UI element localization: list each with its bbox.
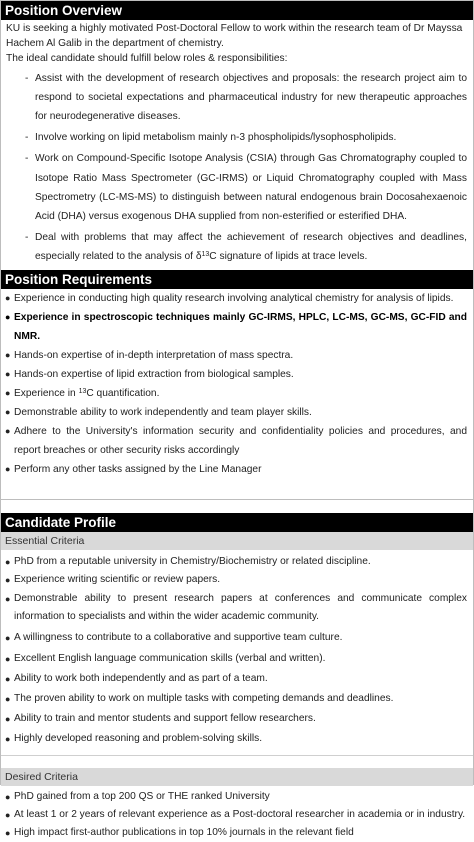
list-item: ● The proven ability to work on multiple tasks with competing demands and deadlines. — [1, 690, 473, 708]
dash-marker: - — [25, 72, 29, 84]
list-item: ● At least 1 or 2 years of relevant experience as a Post-doctoral researcher in academia or in industry. — [1, 806, 473, 824]
bullet-marker: ● — [5, 734, 11, 745]
bullet-marker: ● — [5, 349, 11, 360]
bullet-marker: ● — [5, 593, 11, 604]
list-item: ● Experience writing scientific or review papers. — [1, 571, 473, 589]
essential-criteria-label: Essential Criteria — [1, 532, 473, 550]
overview-item: - Involve working on lipid metabolism mainly n-3 phospholipids/lysophospholipids. — [1, 128, 473, 147]
requirements-list — [1, 289, 473, 479]
list-item: ● Hands-on expertise of in-depth interpretation of mass spectra. — [1, 346, 473, 365]
dash-marker: - — [25, 232, 29, 244]
position-overview-header: Position Overview — [1, 1, 473, 20]
position-requirements-header: Position Requirements — [1, 270, 473, 289]
bullet-marker: ● — [5, 311, 11, 322]
bullet-marker: ● — [5, 673, 11, 684]
list-item: ● Demonstrable ability to present research papers at conferences and communicate complex information to specialists and within the wider academic community. — [1, 590, 473, 626]
divider — [1, 755, 473, 756]
bullet-marker: ● — [5, 574, 11, 585]
bullet-marker: ● — [5, 463, 11, 474]
bullet-marker: ● — [5, 791, 11, 802]
list-item: ● Hands-on expertise of lipid extraction from biological samples. — [1, 365, 473, 384]
list-item: ● PhD from a reputable university in Chemistry/Biochemistry or related discipline. — [1, 553, 473, 571]
bullet-marker: ● — [5, 368, 11, 379]
bullet-marker: ● — [5, 653, 11, 664]
section-gap — [1, 479, 473, 500]
bullet-marker: ● — [5, 693, 11, 704]
bullet-marker: ● — [5, 809, 11, 820]
list-item: ● Demonstrable ability to work independently and team player skills. — [1, 403, 473, 422]
candidate-profile-header: Candidate Profile — [1, 513, 473, 532]
list-item: ● A willingness to contribute to a collaborative and supportive team culture. — [1, 629, 473, 647]
bullet-marker: ● — [5, 827, 11, 838]
overview-item: - Deal with problems that may affect the achievement of research objectives and deadlines, especially related to the analysis of $\delta^{13}C$ signature of lipids at trace levels. — [1, 228, 473, 266]
list-item: ● Experience in $^{13}$C quantification. — [1, 384, 473, 403]
list-item: ● High impact first-author publications in top 10% journals in the relevant field — [1, 824, 473, 842]
list-item: ● Perform any other tasks assigned by the Line Manager — [1, 460, 473, 479]
essential-criteria-list — [1, 553, 473, 749]
overview-roles-intro: The ideal candidate should fulfill below roles & responsibilities: — [6, 53, 288, 64]
bullet-marker: ● — [5, 714, 11, 725]
bullet-marker: ● — [5, 556, 11, 567]
list-item: ● Experience in conducting high quality research involving analytical chemistry for analysis of lipids. — [1, 289, 473, 308]
bullet-marker: ● — [5, 292, 11, 303]
overview-intro: KU is seeking a highly motivated Post-Doctoral Fellow to work within the research team of Dr Mayssa Hachem Al Galib in the department of chemistry. — [6, 23, 463, 49]
overview-item: - Assist with the development of research objectives and proposals: the research project aim to respond to societal expectations and pharmaceutical industry for new therapeutic approaches for neurodegenerative diseases. — [1, 69, 473, 127]
list-item: ● Excellent English language communication skills (verbal and written). — [1, 650, 473, 668]
list-item: ● Ability to work both independently and as part of a team. — [1, 670, 473, 688]
bullet-marker: ● — [5, 633, 11, 644]
dash-marker: - — [25, 132, 29, 144]
bullet-marker: ● — [5, 406, 11, 417]
bullet-marker: ● — [5, 387, 11, 398]
dash-marker: - — [25, 153, 29, 165]
overview-item: - Work on Compound-Specific Isotope Analysis (CSIA) through Gas Chromatography coupled to Isotope Ratio Mass Spectrometer (GC-IRMS) or Liquid Chromatography coupled with Mass Spectrometry (LC-MS-MS) to distinguish between natural endogenous brain Docosahexaenoic Acid (DHA) versus exogenous DHA supplied from non-esterified or esterified DHA. — [1, 149, 473, 226]
list-item: ● PhD gained from a top 200 QS or THE ranked University — [1, 788, 473, 806]
desired-criteria-list — [1, 788, 473, 842]
list-item: ● Highly developed reasoning and problem-solving skills. — [1, 730, 473, 748]
list-item: ● Ability to train and mentor students and support fellow researchers. — [1, 710, 473, 728]
desired-criteria-label: Desired Criteria — [1, 768, 473, 786]
list-item: ● Adhere to the University's information security and confidentiality policies and procedures, and report breaches or other security risks accordingly — [1, 422, 473, 460]
list-item: ● Experience in spectroscopic techniques mainly GC-IRMS, HPLC, LC-MS, GC-MS, GC-FID and NMR. — [1, 308, 473, 346]
bullet-marker: ● — [5, 425, 11, 436]
